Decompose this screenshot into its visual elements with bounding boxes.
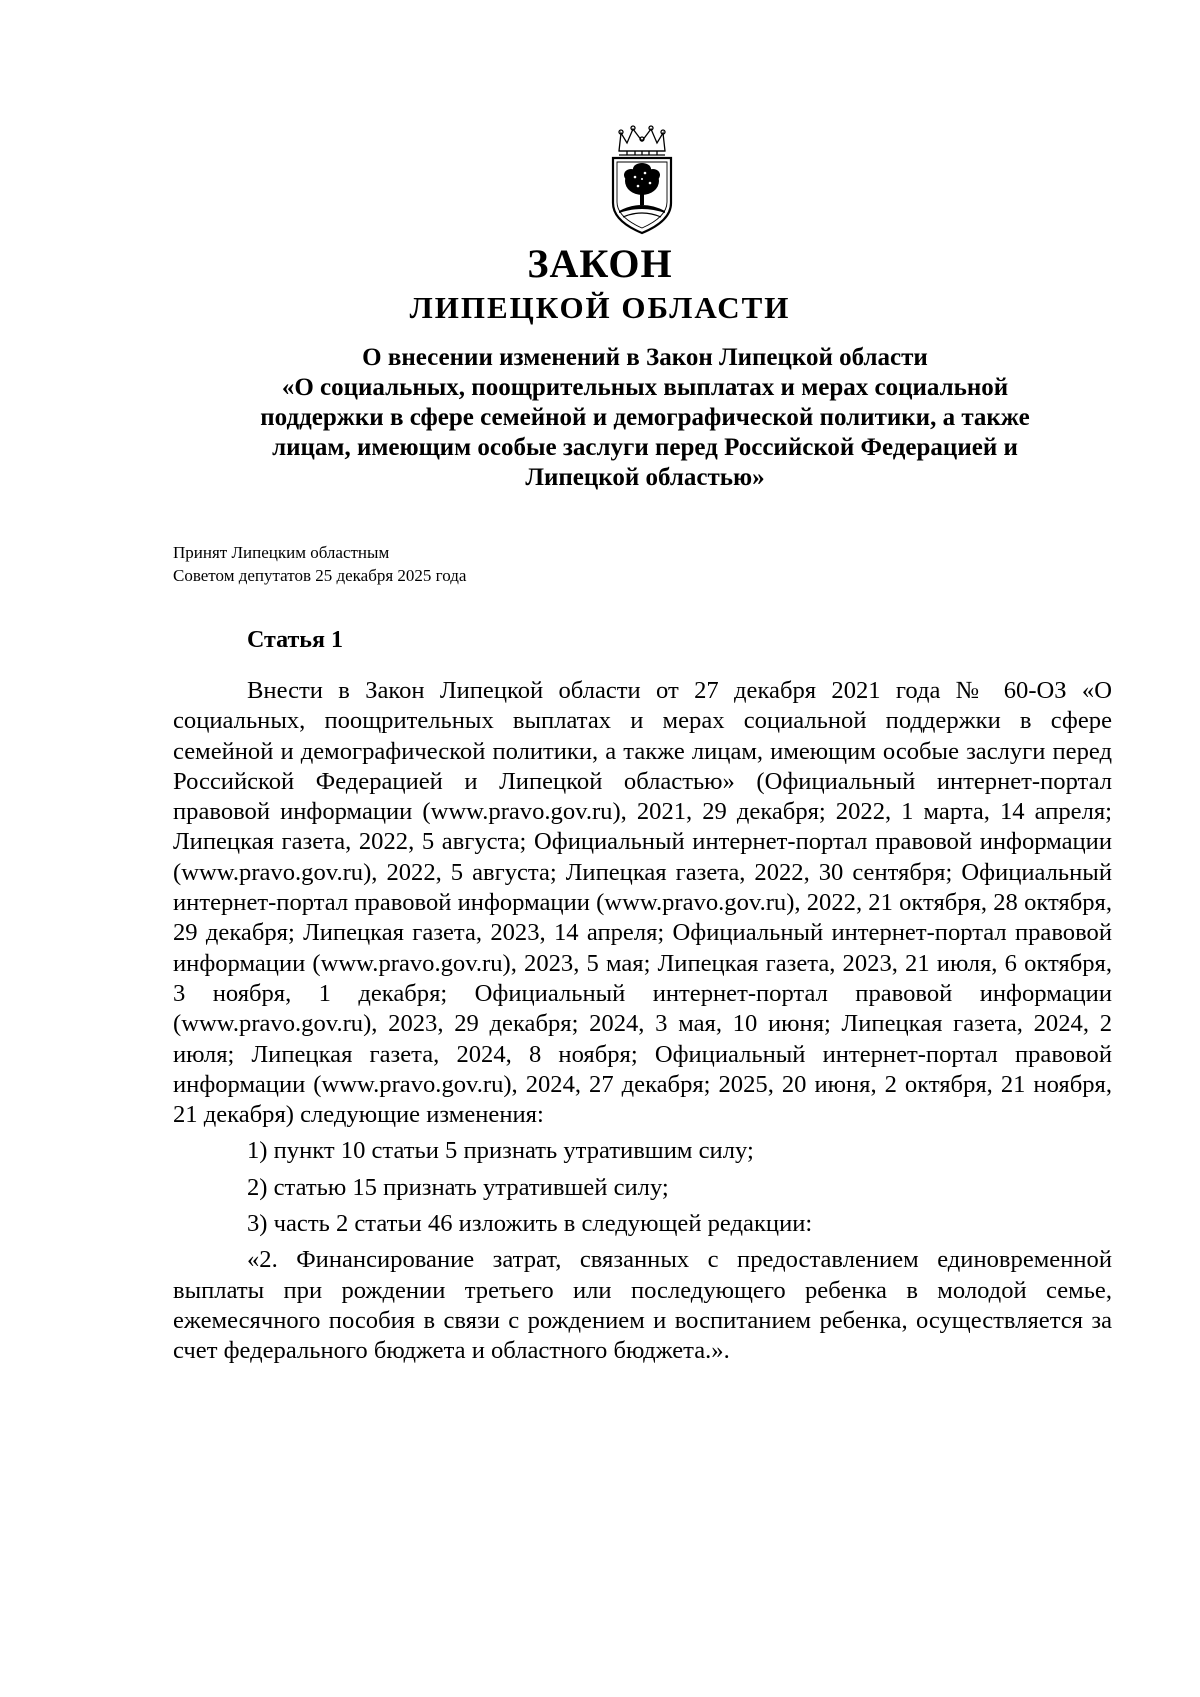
law-region-title: ЛИПЕЦКОЙ ОБЛАСТИ <box>409 290 791 325</box>
adoption-line: Советом депутатов 25 декабря 2025 года <box>173 566 467 585</box>
amendment-quote-paragraph: «2. Финансирование затрат, связанных с предоставлением единовременной выплаты при рождении третьего или последующего ребенка в молодой семье, ежемесячного пособия в связи с рождением и воспитанием ребенка, осуществляется за счет федерального бюджета и областного бюджета.». <box>173 1246 1112 1365</box>
law-title: ЗАКОН <box>527 241 673 286</box>
article-item: 3) часть 2 статьи 46 изложить в следующей редакции: <box>247 1210 813 1238</box>
article-intro-paragraph: Внести в Закон Липецкой области от 27 декабря 2021 года № 60-ОЗ «О социальных, поощрительных выплатах и мерах социальной поддержки в сфере семейной и демографической политики, а также лицам, имеющим особые заслуги перед Российской Федерацией и Липецкой областью» (Официальный интернет-портал правовой информации (www.pravo.gov.ru), 2021, 29 декабря; 2022, 1 марта, 14 апреля; Липецкая газета, 2022, 5 августа; Официальный интернет-портал правовой информации (www.pravo.gov.ru), 2022, 5 августа; Липецкая газета, 2022, 30 сентября; Официальный интернет-портал правовой информации (www.pravo.gov.ru), 2022, 21 октября, 28 октября, 29 декабря; Липецкая газета, 2023, 14 апреля; Официальный интернет-портал правовой информации (www.pravo.gov.ru), 2023, 5 мая; Липецкая газета, 2023, 21 июля, 6 октября, 3 ноября, 1 декабря; Официальный интернет-портал правовой информации (www.pravo.gov.ru), 2023, 29 декабря; 2024, 3 мая, 10 июня; Липецкая газета, 2024, 2 июля; Липецкая газета, 2024, 8 ноября; Официальный интернет-портал правовой информации (www.pravo.gov.ru), 2024, 27 декабря; 2025, 20 июня, 2 октября, 21 ноября, 21 декабря) следующие изменения: <box>173 677 1112 1129</box>
law-heading-line: О внесении изменений в Закон Липецкой области <box>362 344 928 371</box>
article-title: Статья 1 <box>247 627 343 653</box>
law-heading-line: поддержки в сфере семейной и демографической политики, а также <box>260 404 1030 431</box>
law-heading <box>205 343 1085 493</box>
article-body <box>173 676 1112 1367</box>
law-heading-line: Липецкой областью» <box>525 464 765 491</box>
article-item: 1) пункт 10 статьи 5 признать утратившим силу; <box>247 1137 754 1165</box>
coat-of-arms-emblem <box>597 125 687 237</box>
adoption-note <box>173 541 466 587</box>
law-heading-line: «О социальных, поощрительных выплатах и мерах социальной <box>281 374 1009 401</box>
adoption-line: Принят Липецким областным <box>173 543 390 562</box>
law-heading-line: лицам, имеющим особые заслуги перед Российской Федерацией и <box>272 434 1018 461</box>
article-item: 2) статью 15 признать утратившей силу; <box>247 1173 669 1201</box>
